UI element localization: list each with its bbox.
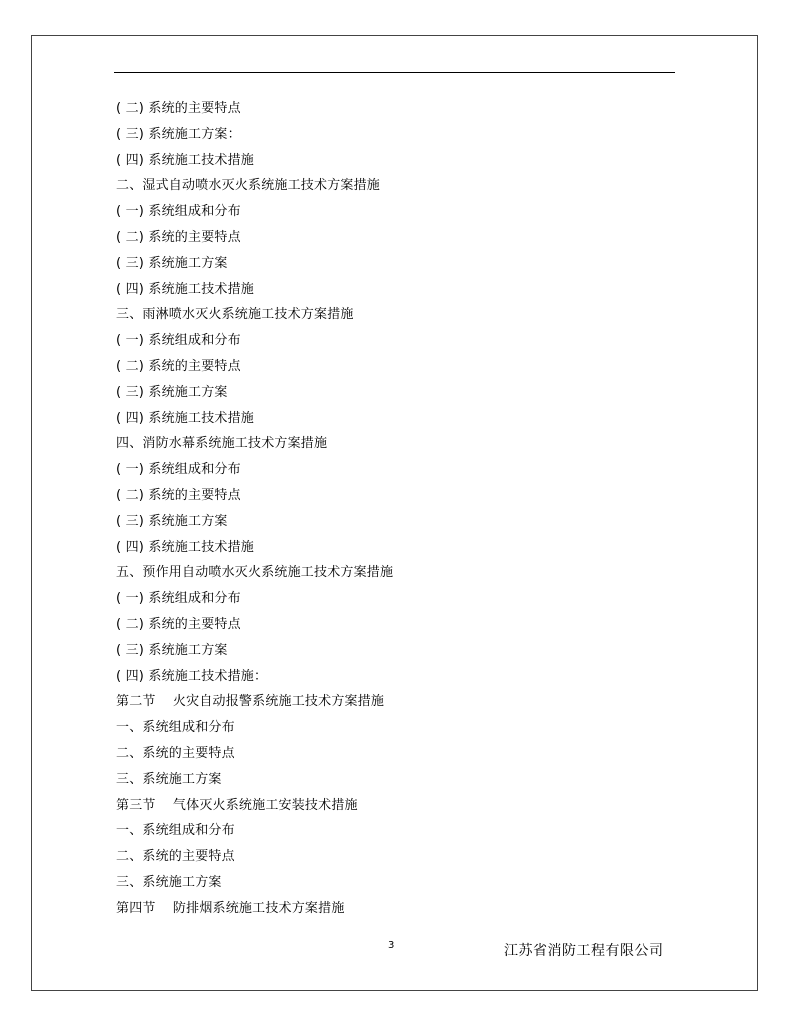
toc-item: 二、系统的主要特点 xyxy=(116,849,235,865)
toc-item: ( 四) 系统施工技术措施 xyxy=(116,152,255,168)
toc-item: ( 二) 系统的主要特点 xyxy=(116,616,241,632)
toc-item: 五、预作用自动喷水灭火系统施工技术方案措施 xyxy=(116,565,394,581)
toc-item: ( 四) 系统施工技术措施 xyxy=(116,410,255,426)
toc-item: ( 三) 系统施工方案 xyxy=(116,255,228,271)
toc-item: ( 三) 系统施工方案 xyxy=(116,384,228,400)
toc-item: 三、系统施工方案 xyxy=(116,874,222,890)
toc-item: ( 四) 系统施工技术措施： xyxy=(116,668,268,684)
toc-item: ( 三) 系统施工方案 xyxy=(116,513,228,529)
toc-item: 一、系统组成和分布 xyxy=(116,823,235,839)
page-number: 3 xyxy=(388,940,395,951)
toc-item: ( 二) 系统的主要特点 xyxy=(116,358,241,374)
company-name: 江苏省消防工程有限公司 xyxy=(504,943,664,959)
table-of-contents xyxy=(116,96,393,922)
toc-item: ( 四) 系统施工技术措施 xyxy=(116,281,255,297)
toc-item: 第三节 气体灭火系统施工安装技术措施 xyxy=(116,797,358,813)
toc-item: 三、系统施工方案 xyxy=(116,771,222,787)
toc-item: ( 一) 系统组成和分布 xyxy=(116,204,241,220)
toc-item: ( 一) 系统组成和分布 xyxy=(116,462,241,478)
toc-item: 二、湿式自动喷水灭火系统施工技术方案措施 xyxy=(116,178,381,194)
toc-item: ( 二) 系统的主要特点 xyxy=(116,101,241,116)
toc-item: 一、系统组成和分布 xyxy=(116,720,235,736)
toc-item: ( 三) 系统施工方案 xyxy=(116,642,228,658)
toc-item: 二、系统的主要特点 xyxy=(116,745,235,761)
header-rule xyxy=(114,72,675,73)
toc-item: 第四节 防排烟系统施工技术方案措施 xyxy=(116,900,345,916)
toc-item: ( 二) 系统的主要特点 xyxy=(116,229,241,245)
toc-item: 四、消防水幕系统施工技术方案措施 xyxy=(116,436,328,452)
toc-item: ( 一) 系统组成和分布 xyxy=(116,591,241,607)
toc-item: ( 一) 系统组成和分布 xyxy=(116,333,241,349)
toc-item: 第二节 火灾自动报警系统施工技术方案措施 xyxy=(116,694,385,710)
toc-item: ( 三) 系统施工方案： xyxy=(116,126,241,142)
toc-item: 三、雨淋喷水灭火系统施工技术方案措施 xyxy=(116,307,354,323)
toc-item: ( 四) 系统施工技术措施 xyxy=(116,539,255,555)
toc-item: ( 二) 系统的主要特点 xyxy=(116,487,241,503)
